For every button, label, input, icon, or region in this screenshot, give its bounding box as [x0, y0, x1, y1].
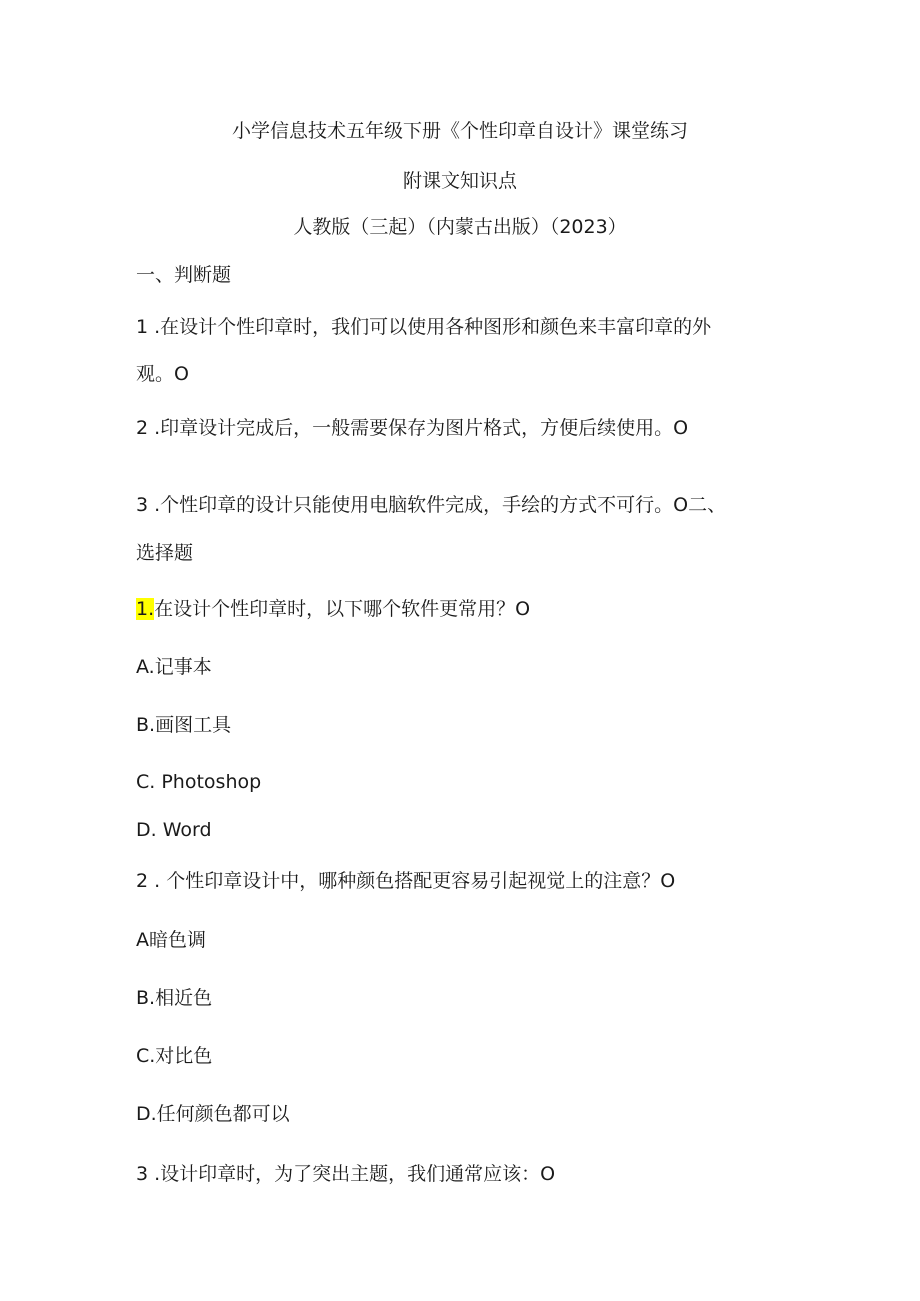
judgement-q3-line2: 选择题 [136, 542, 194, 564]
choice-q2-option-b: B.相近色 [136, 987, 213, 1009]
choice-q1-option-c: C. Photoshop [136, 771, 262, 793]
choice-q3: 3 .设计印章时，为了突出主题，我们通常应该：O [136, 1163, 556, 1185]
choice-q1-number-highlight: 1. [136, 598, 155, 620]
section-heading-judgement: 一、判断题 [136, 264, 232, 286]
choice-q1-option-d: D. Word [136, 819, 212, 841]
judgement-q3-line1: 3 .个性印章的设计只能使用电脑软件完成，手绘的方式不可行。O二、 [136, 494, 727, 516]
choice-q2-option-c: C.对比色 [136, 1045, 213, 1067]
document-subtitle: 附课文知识点 [402, 170, 517, 192]
choice-q2: 2 . 个性印章设计中，哪种颜色搭配更容易引起视觉上的注意？O [136, 870, 676, 892]
judgement-q1-line2: 观。O [136, 363, 189, 385]
judgement-q1-line1: 1 .在设计个性印章时，我们可以使用各种图形和颜色来丰富印章的外 [136, 316, 712, 338]
document-title: 小学信息技术五年级下册《个性印章自设计》课堂练习 [231, 120, 688, 142]
choice-q1-option-b: B.画图工具 [136, 714, 232, 736]
choice-q1-text: 在设计个性印章时，以下哪个软件更常用？O [154, 598, 531, 620]
choice-q1-option-a: A.记事本 [136, 656, 212, 678]
choice-q2-option-d: D.任何颜色都可以 [136, 1103, 290, 1125]
choice-q1 [136, 597, 530, 621]
document-edition: 人教版（三起）（内蒙古出版）（2023） [293, 216, 627, 238]
judgement-q2: 2 .印章设计完成后，一般需要保存为图片格式，方便后续使用。O [136, 417, 689, 439]
choice-q2-option-a: A暗色调 [136, 929, 206, 951]
